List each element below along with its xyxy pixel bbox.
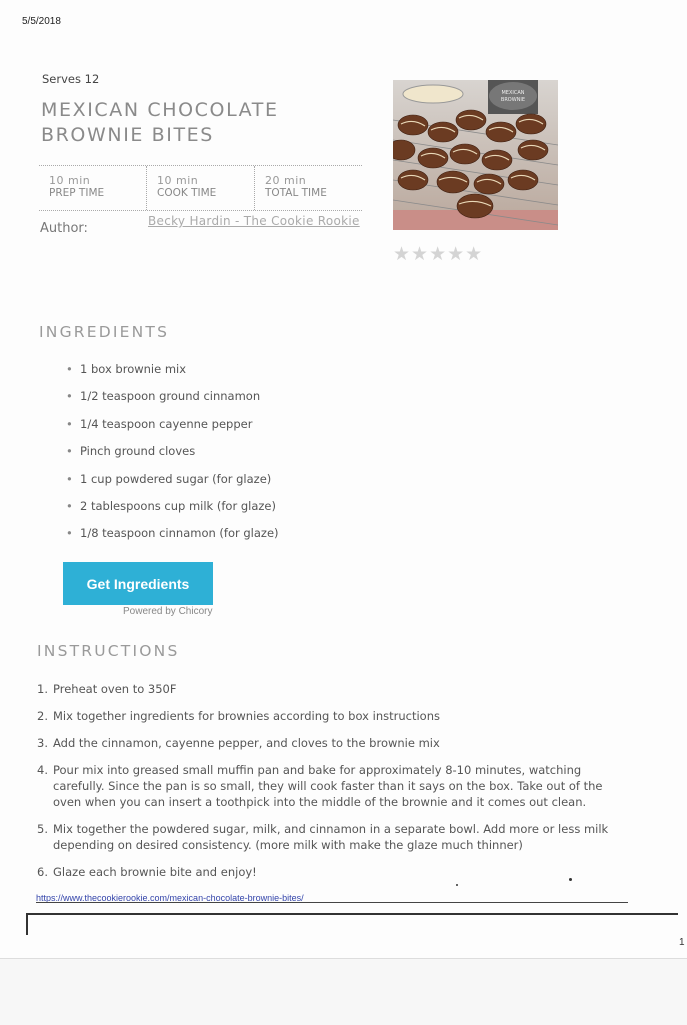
footer-divider: [36, 902, 628, 903]
rating-stars[interactable]: ★★★★★: [393, 243, 484, 265]
list-item: • 1 box brownie mix: [66, 362, 279, 389]
svg-text:BROWNIE: BROWNIE: [500, 97, 526, 103]
step-text: Mix together ingredients for brownies according to box instructions: [53, 709, 440, 723]
step-number: 5.: [37, 822, 48, 836]
step-text: Glaze each brownie bite and enjoy!: [53, 865, 257, 879]
step-number: 1.: [37, 682, 48, 696]
list-item: • 1/8 teaspoon cinnamon (for glaze): [66, 526, 279, 553]
list-item: • 1 cup powdered sugar (for glaze): [66, 472, 279, 499]
step-text: Pour mix into greased small muffin pan and bake for approximately 8-10 minutes, watching carefully. Since the pan is so small, they will cook faster than it says on the box. Take out of the oven when you can insert a toothpick into the middle of the brownie and it comes out clean.: [53, 763, 603, 809]
recipe-title-line-1: MEXICAN CHOCOLATE: [41, 99, 279, 121]
cook-time-value: 10 min: [157, 174, 199, 187]
ingredients-heading: INGREDIENTS: [39, 323, 170, 341]
list-item: • 1/4 teaspoon cayenne pepper: [66, 417, 279, 444]
instructions-heading: INSTRUCTIONS: [37, 642, 180, 660]
scan-speck: [456, 884, 458, 886]
scan-speck: [569, 878, 572, 881]
step-text: Add the cinnamon, cayenne pepper, and cloves to the brownie mix: [53, 736, 440, 750]
total-time-label: TOTAL TIME: [265, 187, 327, 199]
list-item: [37, 821, 632, 853]
photo-badge-text: MEXICAN: [501, 90, 525, 96]
step-text: Preheat oven to 350F: [53, 682, 177, 696]
instructions-list: [37, 681, 632, 891]
author-label: Author:: [40, 221, 88, 236]
print-date: 5/5/2018: [22, 16, 61, 27]
servings-label: Serves 12: [42, 72, 100, 86]
step-number: 3.: [37, 736, 48, 750]
step-number: 2.: [37, 709, 48, 723]
list-item: [37, 681, 632, 697]
recipe-times: [39, 165, 362, 211]
recipe-title: [41, 98, 279, 148]
list-item: • Pinch ground cloves: [66, 444, 279, 471]
list-item: [37, 735, 632, 751]
cook-time-label: COOK TIME: [157, 187, 217, 199]
prep-time-label: PREP TIME: [49, 187, 105, 199]
author-link[interactable]: Becky Hardin - The Cookie Rookie: [148, 214, 360, 228]
list-item: • 2 tablespoons cup milk (for glaze): [66, 499, 279, 526]
recipe-photo: [393, 80, 558, 230]
page-number: 1: [679, 937, 685, 948]
ingredients-list: [66, 362, 279, 554]
page-border: [26, 913, 678, 935]
recipe-title-line-2: BROWNIE BITES: [41, 124, 214, 146]
prep-time-value: 10 min: [49, 174, 91, 187]
scan-bottom-margin: [0, 958, 687, 1025]
step-number: 4.: [37, 763, 48, 777]
list-item: [37, 762, 632, 810]
step-text: Mix together the powdered sugar, milk, and cinnamon in a separate bowl. Add more or less milk depending on desired consistency. (more milk with make the glaze much thinner): [53, 822, 609, 852]
list-item: [37, 708, 632, 724]
cook-time: [147, 166, 255, 210]
list-item: [37, 864, 632, 880]
total-time: [255, 166, 362, 210]
step-number: 6.: [37, 865, 48, 879]
source-url-link[interactable]: https://www.thecookierookie.com/mexican-chocolate-brownie-bites/: [36, 893, 304, 903]
get-ingredients-button[interactable]: Get Ingredients: [63, 562, 213, 605]
total-time-value: 20 min: [265, 174, 307, 187]
list-item: • 1/2 teaspoon ground cinnamon: [66, 389, 279, 416]
powered-by-label: Powered by Chicory: [123, 606, 213, 617]
prep-time: [39, 166, 147, 210]
